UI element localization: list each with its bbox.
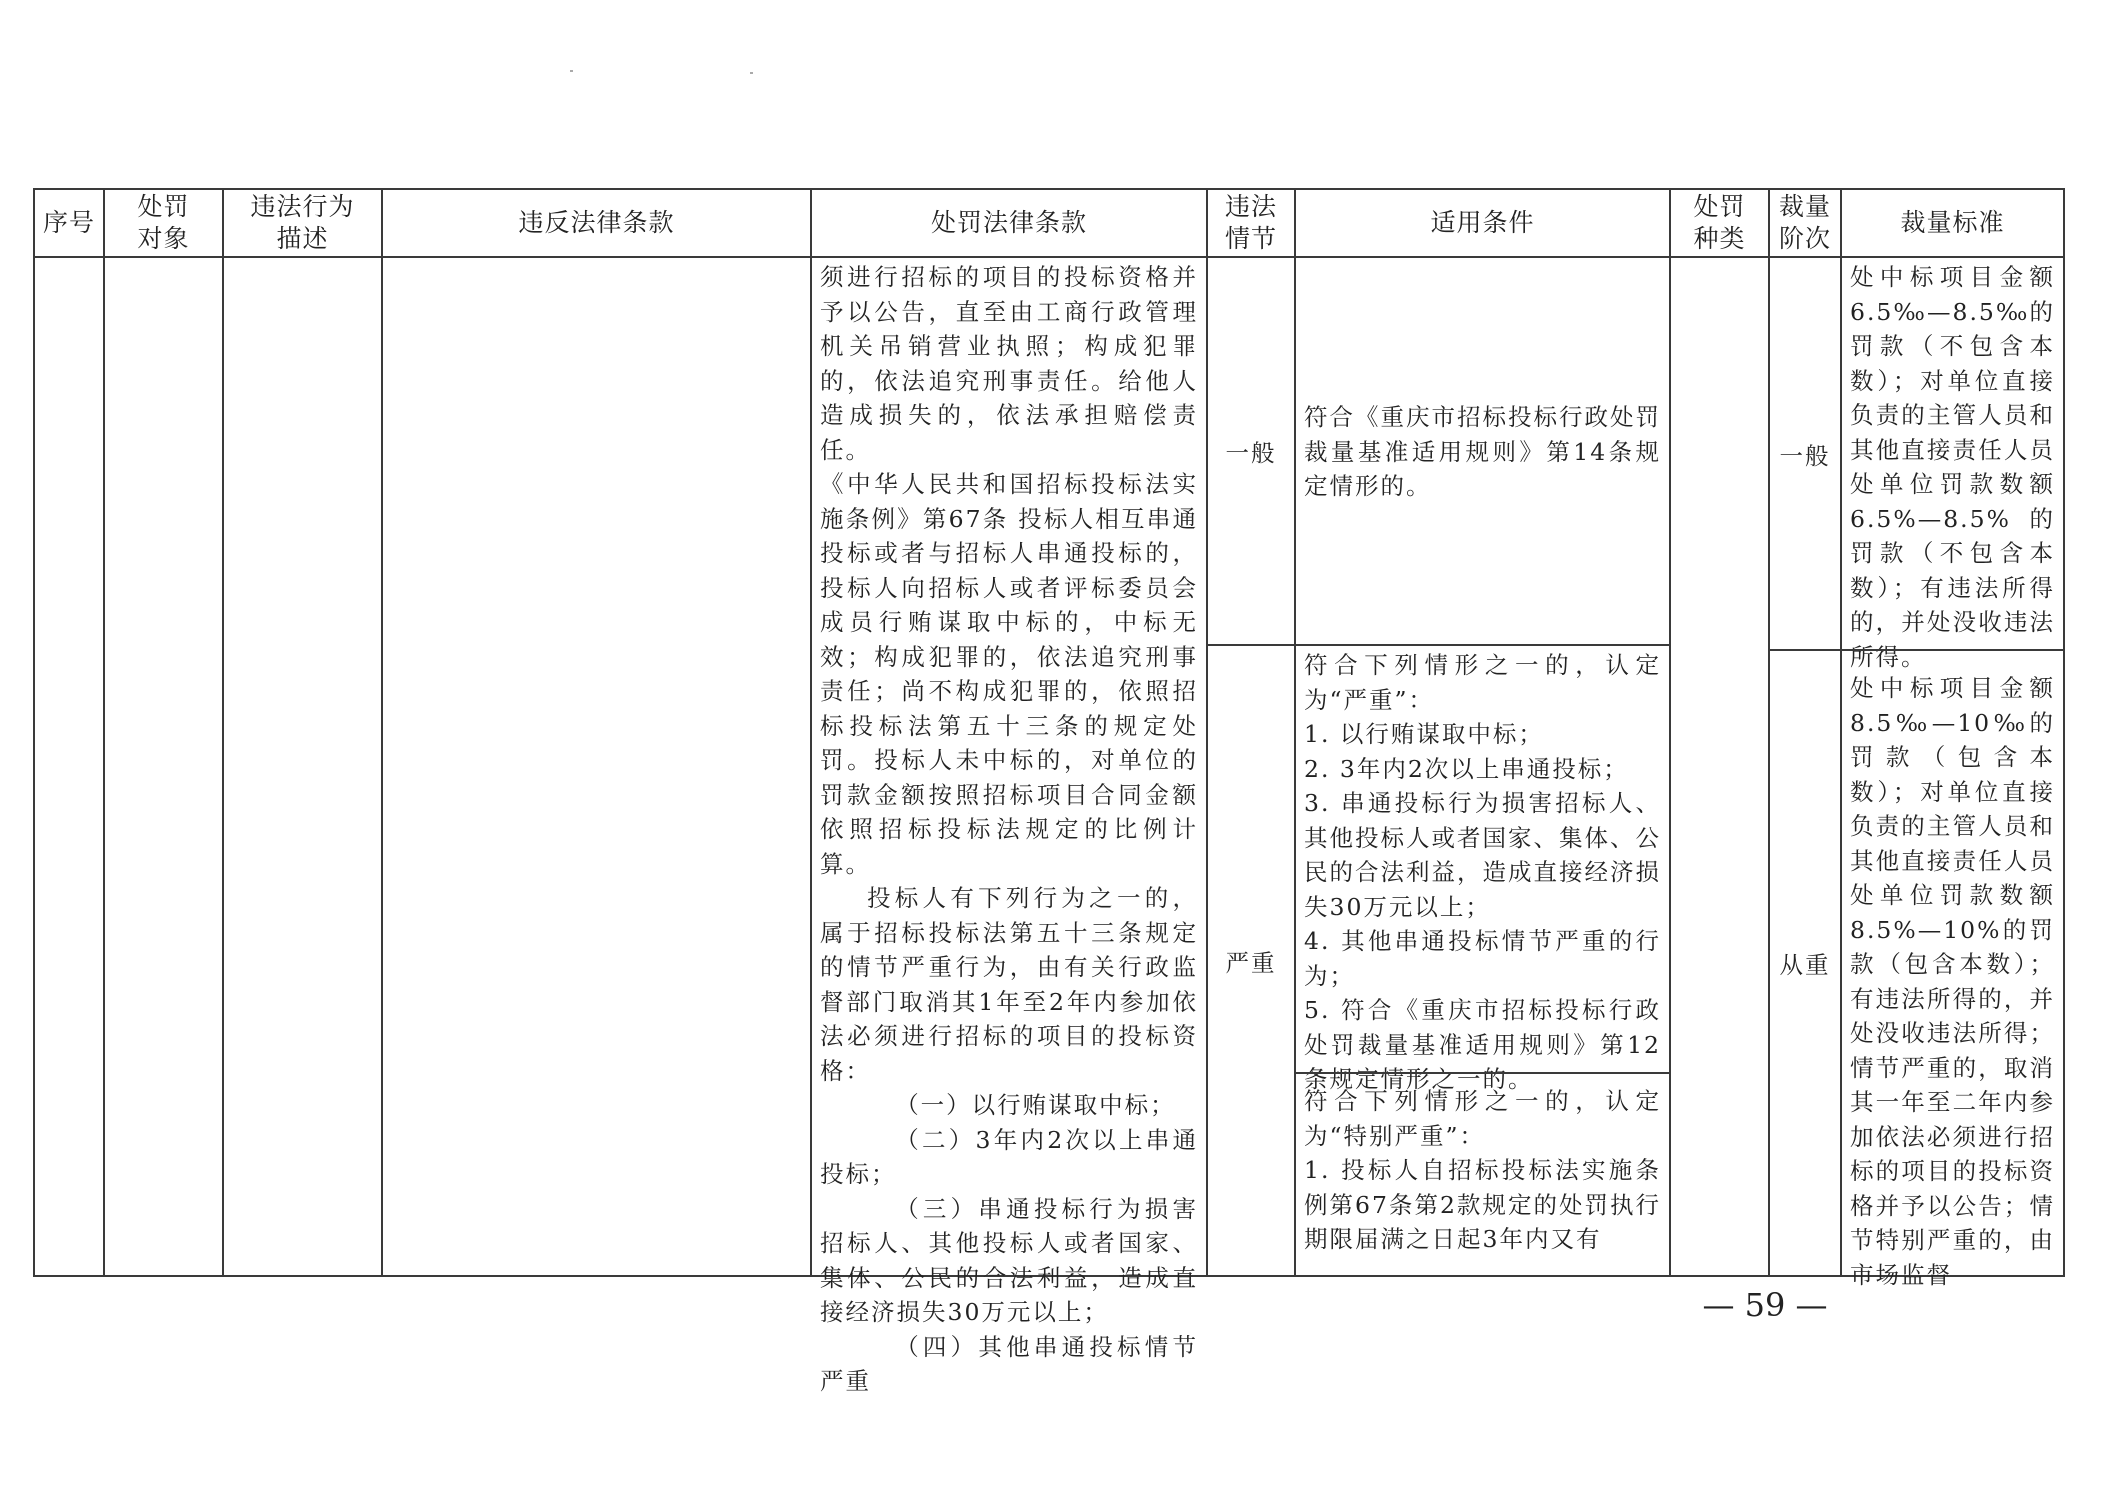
condition-text: 符合下列情形之一的，认定为“特别严重”： [1304,1087,1661,1150]
discretion-level-general: 一般 [1768,256,1842,651]
standard-text: 处中标项目金额6.5‰—8.5‰的罚款（不包含本数）；对单位直接负责的主管人员和其他直接责任人员处单位罚款数额6.5%—8.5%的罚款（不包含本数）；有违法所得的，并处没收违法所得。 [1850,263,2055,671]
header-target: 处罚 对象 [103,188,224,258]
conditions-general [1294,256,1671,646]
condition-text: 4. 其他串通投标情节严重的行为； [1304,927,1661,990]
penalty-clause-paragraph: （四）其他串通投标情节严重 [820,1332,1198,1395]
penalty-clause-paragraph: 《中华人民共和国招标投标法实施条例》第67条 投标人相互串通投标或者与招标人串通投标的，投标人向招标人或者评标委员会成员行贿谋取中标的，中标无效；构成犯罪的，依法追究刑事责任；尚不构成犯罪的，依照招标投标法第五十三条的规定处罚。投标人未中标的，对单位的罚款金额按照招标项目合同金额依照招标投标法规定的比例计算。 [820,470,1198,878]
penalty-clause-paragraph: 投标人有下列行为之一的，属于招标投标法第五十三条规定的情节严重行为，由有关行政监督部门取消其1年至2年内参加依法必须进行招标的项目的投标资格： [820,884,1198,1085]
header-violation: 违法行为 描述 [222,188,383,258]
condition-text: 符合《重庆市招标投标行政处罚裁量基准适用规则》第14条规定情形的。 [1304,403,1661,501]
penalty-clause-paragraph: 须进行招标的项目的投标资格并予以公告，直至由工商行政管理机关吊销营业执照；构成犯罪的，依法追究刑事责任。给他人造成损失的，依法承担赔偿责任。 [820,263,1198,464]
seq-cell [33,256,105,1277]
header-seq: 序号 [33,188,105,258]
header-violated-clause: 违反法律条款 [381,188,812,258]
penalty-clause-paragraph: （三）串通投标行为损害招标人、其他投标人或者国家、集体、公民的合法利益，造成直接经济损失30万元以上； [820,1194,1198,1326]
condition-text: 1. 以行贿谋取中标； [1304,720,1544,748]
header-penalty-type: 处罚 种类 [1669,188,1770,258]
conditions-very-serious [1294,1072,1671,1277]
condition-text: 符合下列情形之一的，认定为“严重”： [1304,651,1661,714]
header-penalty-clause: 处罚法律条款 [810,188,1208,258]
violation-cell [222,256,383,1277]
penalty-type-cell [1669,256,1770,1277]
circumstance-serious: 严重 [1206,644,1296,1277]
header-discretion-level: 裁量 阶次 [1768,188,1842,258]
violated-clause-cell [381,256,812,1277]
standard-text: 处中标项目金额8.5‰—10‰的罚款（包含本数）；对单位直接负责的主管人员和其他直接责任人员处单位罚款数额8.5%—10%的罚款（包含本数）；有违法所得的，并处没收违法所得；情节严重的，取消其一年至二年内参加依法必须进行招标的项目的投标资格并予以公告；情节特别严重的，由市场监督 [1850,674,2055,1289]
scan-speck [570,70,573,72]
header-conditions: 适用条件 [1294,188,1671,258]
condition-text: 3. 串通投标行为损害招标人、其他投标人或者国家、集体、公民的合法利益，造成直接经济损失30万元以上； [1304,789,1661,921]
scan-speck [750,72,753,74]
penalty-clause-cell [810,256,1208,1395]
page-number: — 59 — [1702,1286,1828,1324]
discretion-standard-general [1840,256,2065,671]
conditions-serious [1294,644,1671,1093]
condition-text: 1. 投标人自招标投标法实施条例第67条第2款规定的处罚执行期限届满之日起3年内又有 [1304,1156,1661,1253]
target-cell [103,256,224,1277]
discretion-level-heavier: 从重 [1768,649,1842,1277]
discretion-standard-heavier [1840,649,2065,1289]
header-circumstance: 违法 情节 [1206,188,1296,258]
circumstance-general: 一般 [1206,256,1296,646]
condition-text: 5. 符合《重庆市招标投标行政处罚裁量基准适用规则》第12条规定情形之一的。 [1304,996,1661,1093]
condition-text: 2. 3年内2次以上串通投标； [1304,754,1629,783]
header-discretion-standard: 裁量标准 [1840,188,2065,258]
penalty-clause-paragraph: （一）以行贿谋取中标； [895,1091,1176,1119]
penalty-clause-paragraph: （二）3年内2次以上串通投标； [820,1125,1198,1188]
